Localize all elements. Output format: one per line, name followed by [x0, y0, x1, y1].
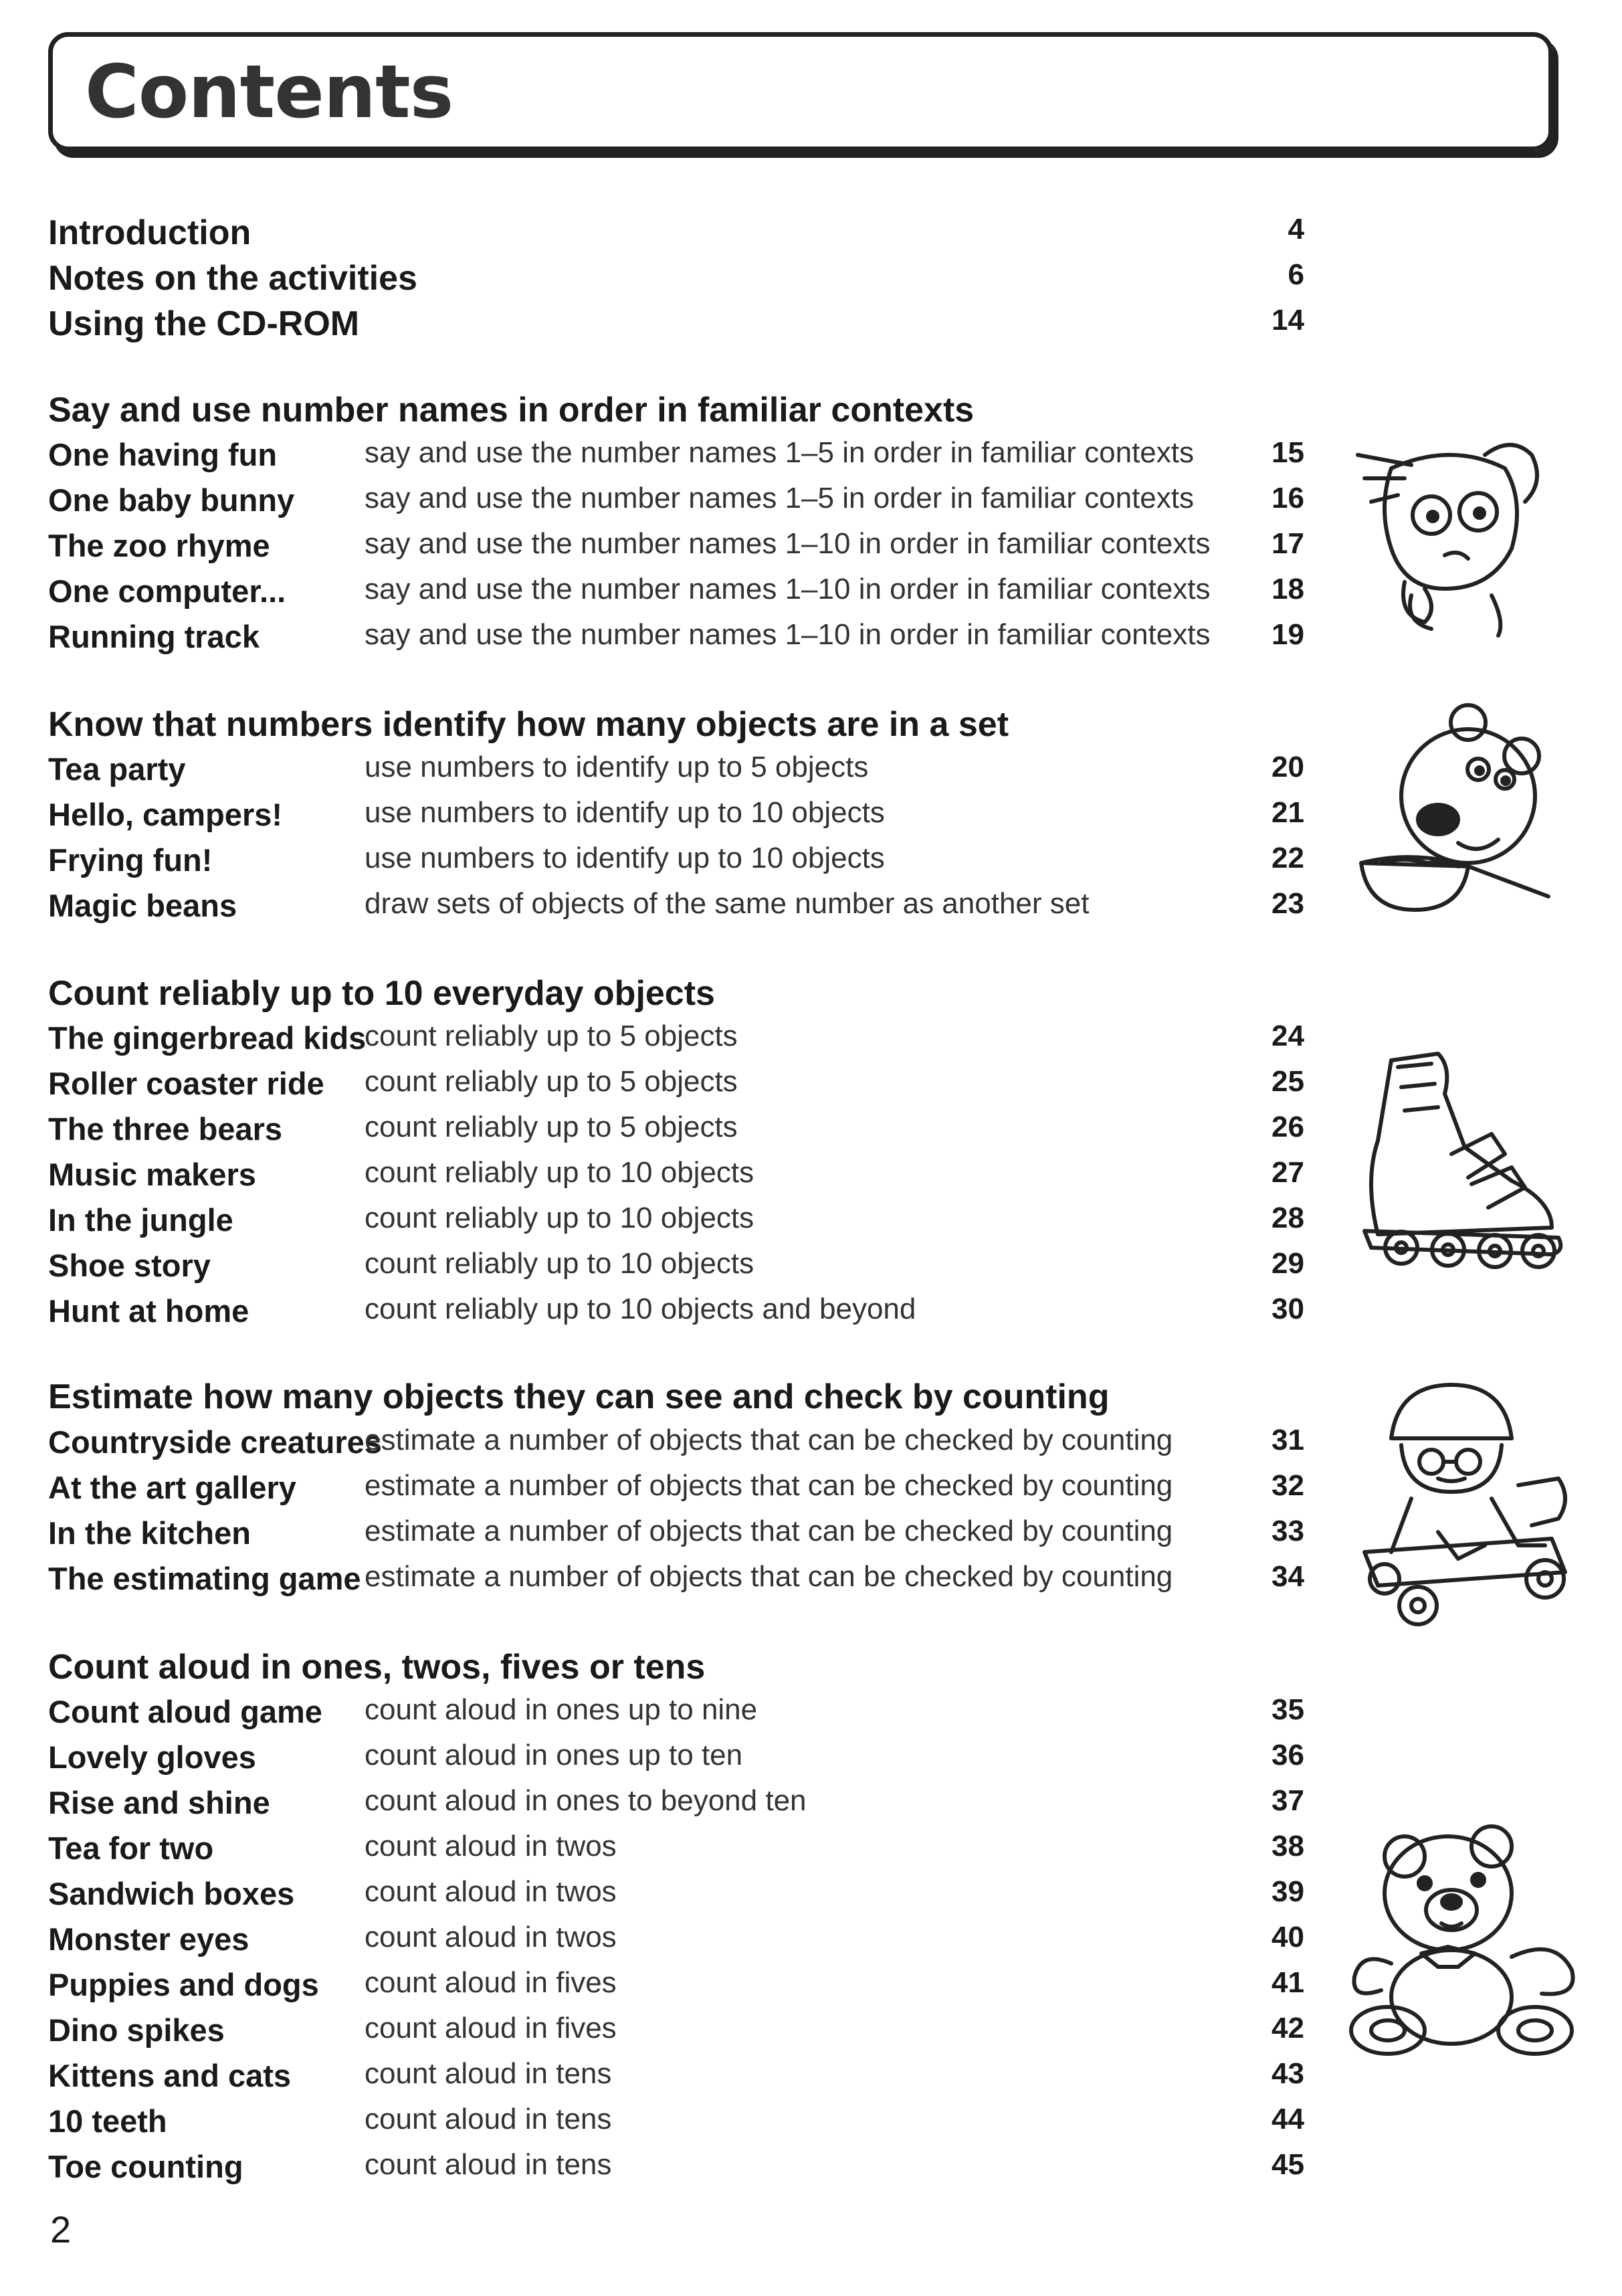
toc-entry-title: Tea party: [48, 751, 186, 787]
toc-entry-title: Toe counting: [48, 2149, 243, 2184]
toc-entry-title: The three bears: [48, 1111, 283, 1147]
toc-row[interactable]: [0, 1739, 1338, 1784]
toc-page-number: 29: [1272, 1247, 1304, 1280]
toc-objective: say and use the number names 1–10 in order in familiar contexts: [365, 618, 1211, 651]
toc-entry-title: Hunt at home: [48, 1293, 249, 1329]
toc-page-number: 22: [1272, 842, 1304, 874]
title-box: [48, 32, 1553, 151]
toc-entry-title: Kittens and cats: [48, 2058, 292, 2093]
toc-objective: estimate a number of objects that can be checked by counting: [365, 1560, 1173, 1593]
toc-entry-title: Shoe story: [48, 1248, 211, 1283]
toc-objective: use numbers to identify up to 10 objects: [365, 796, 885, 829]
toc-objective: use numbers to identify up to 10 objects: [365, 842, 885, 874]
toc-page-number: 21: [1272, 796, 1304, 829]
toc-row[interactable]: [0, 1921, 1338, 1966]
toc-page-number: 44: [1272, 2103, 1304, 2135]
toc-entry-title: Roller coaster ride: [48, 1066, 324, 1101]
toc-entry-title: One baby bunny: [48, 482, 295, 518]
toc-entry-title: Dino spikes: [48, 2012, 225, 2048]
toc-entry-title: Hello, campers!: [48, 797, 283, 832]
toc-objective: count reliably up to 10 objects and beyond: [365, 1293, 916, 1325]
toc-row[interactable]: [0, 1469, 1338, 1515]
toc-row[interactable]: [0, 1560, 1338, 1606]
toc-page-number: 42: [1272, 2012, 1304, 2044]
toc-entry-title: In the kitchen: [48, 1515, 251, 1551]
toc-page-number: 28: [1272, 1202, 1304, 1234]
toc-page-number: 45: [1272, 2148, 1304, 2181]
toc-objective: count aloud in twos: [365, 1875, 617, 1908]
toc-entry-title: Frying fun!: [48, 842, 213, 878]
toc-front-row[interactable]: [0, 304, 1338, 349]
toc-page-number: 32: [1272, 1469, 1304, 1502]
toc-row[interactable]: [0, 2148, 1338, 2194]
toc-objective: estimate a number of objects that can be checked by counting: [365, 1515, 1173, 1547]
toc-page-number: 25: [1272, 1065, 1304, 1098]
toc-entry-title: Lovely gloves: [48, 1739, 256, 1775]
toc-objective: count aloud in fives: [365, 1966, 617, 1999]
toc-objective: count reliably up to 10 objects: [365, 1247, 754, 1280]
toc-objective: count reliably up to 5 objects: [365, 1065, 738, 1098]
toc-objective: say and use the number names 1–5 in order in familiar contexts: [365, 436, 1194, 469]
toc-entry-title: Music makers: [48, 1157, 256, 1192]
toc-row[interactable]: [0, 1202, 1338, 1247]
toc-page-number: 16: [1272, 482, 1304, 514]
toc-page-number: 14: [1272, 304, 1304, 337]
toc-entry-title: In the jungle: [48, 1202, 233, 1238]
toc-objective: count aloud in twos: [365, 1830, 617, 1862]
toc-page-number: 30: [1272, 1293, 1304, 1325]
go-kart-child-icon: [1351, 1378, 1579, 1632]
toc-page-number: 20: [1272, 751, 1304, 783]
toc-entry-title: Rise and shine: [48, 1785, 270, 1820]
toc-objective: count reliably up to 5 objects: [365, 1020, 738, 1052]
toc-entry-title: The zoo rhyme: [48, 528, 270, 563]
toc-page-number: 35: [1272, 1693, 1304, 1726]
toc-entry-title: Sandwich boxes: [48, 1876, 295, 1911]
toc-objective: estimate a number of objects that can be checked by counting: [365, 1424, 1173, 1456]
bear-with-bowl-icon: [1341, 696, 1555, 923]
toc-page-number: 43: [1272, 2057, 1304, 2090]
toc-row[interactable]: [0, 436, 1338, 482]
toc-row[interactable]: [0, 1830, 1338, 1875]
toc-row[interactable]: [0, 573, 1338, 618]
toc-page-number: 4: [1288, 213, 1304, 246]
toc-page-number: 19: [1272, 618, 1304, 651]
section-heading: Count reliably up to 10 everyday objects: [48, 974, 715, 1013]
toc-row[interactable]: [0, 1065, 1338, 1111]
toc-row[interactable]: [0, 751, 1338, 796]
toc-row[interactable]: [0, 1293, 1338, 1338]
toc-entry-title: Running track: [48, 619, 260, 654]
toc-page-number: 15: [1272, 436, 1304, 469]
toc-row[interactable]: [0, 1111, 1338, 1156]
toc-objective: count reliably up to 10 objects: [365, 1202, 754, 1234]
toc-row[interactable]: [0, 1424, 1338, 1469]
toc-page-number: 6: [1288, 258, 1304, 291]
toc-page-number: 24: [1272, 1020, 1304, 1052]
toc-page-number: 39: [1272, 1875, 1304, 1908]
toc-entry-title: Magic beans: [48, 888, 237, 923]
toc-page-number: 26: [1272, 1111, 1304, 1143]
toc-row[interactable]: [0, 1966, 1338, 2012]
toc-row[interactable]: [0, 1784, 1338, 1830]
toc-objective: say and use the number names 1–10 in order in familiar contexts: [365, 527, 1211, 560]
toc-row[interactable]: [0, 1156, 1338, 1202]
toc-page-number: 27: [1272, 1156, 1304, 1189]
toc-row[interactable]: [0, 887, 1338, 933]
toc-page-number: 36: [1272, 1739, 1304, 1772]
toc-row[interactable]: [0, 482, 1338, 527]
toc-entry-title: Puppies and dogs: [48, 1967, 319, 2002]
toc-row[interactable]: [0, 2103, 1338, 2148]
toc-page-number: 23: [1272, 887, 1304, 920]
toc-objective: say and use the number names 1–5 in order in familiar contexts: [365, 482, 1194, 514]
toc-row[interactable]: [0, 1247, 1338, 1293]
toc-objective: count aloud in tens: [365, 2057, 612, 2090]
toc-page-number: 37: [1272, 1784, 1304, 1817]
toc-entry-title: One computer...: [48, 573, 286, 609]
section-heading: Say and use number names in order in familiar contexts: [48, 391, 975, 429]
toc-row[interactable]: [0, 527, 1338, 573]
toc-front-row[interactable]: [0, 258, 1338, 304]
toc-page-number: 40: [1272, 1921, 1304, 1953]
toc-row[interactable]: [0, 2057, 1338, 2103]
toc-row[interactable]: [0, 618, 1338, 664]
toc-page-number: 31: [1272, 1424, 1304, 1456]
page-folio: 2: [50, 2208, 72, 2251]
toc-objective: use numbers to identify up to 5 objects: [365, 751, 869, 783]
toc-objective: count aloud in ones to beyond ten: [365, 1784, 807, 1817]
toc-entry-title: Tea for two: [48, 1830, 214, 1866]
toc-objective: count reliably up to 5 objects: [365, 1111, 738, 1143]
toc-objective: estimate a number of objects that can be checked by counting: [365, 1469, 1173, 1502]
toc-entry-title: Monster eyes: [48, 1921, 249, 1957]
toc-row[interactable]: [0, 1515, 1338, 1560]
toc-objective: say and use the number names 1–10 in order in familiar contexts: [365, 573, 1211, 605]
section-heading: Know that numbers identify how many objects are in a set: [48, 705, 1009, 744]
toc-entry-title: Using the CD-ROM: [48, 304, 360, 343]
page-title: Contents: [85, 49, 453, 134]
toc-entry-title: At the art gallery: [48, 1470, 296, 1505]
toc-objective: count reliably up to 10 objects: [365, 1156, 754, 1189]
toc-page-number: 34: [1272, 1560, 1304, 1593]
toc-entry-title: The gingerbread kids: [48, 1020, 367, 1056]
toc-entry-title: Notes on the activities: [48, 259, 417, 298]
toc-objective: count aloud in ones up to nine: [365, 1693, 758, 1726]
toc-objective: count aloud in fives: [365, 2012, 617, 2044]
thinking-boy-icon: [1351, 428, 1552, 642]
toc-row[interactable]: [0, 796, 1338, 842]
toc-row[interactable]: [0, 2012, 1338, 2057]
toc-page-number: 41: [1272, 1966, 1304, 1999]
toc-page-number: 33: [1272, 1515, 1304, 1547]
toc-row[interactable]: [0, 842, 1338, 887]
section-heading: Estimate how many objects they can see and check by counting: [48, 1377, 1110, 1416]
toc-objective: count aloud in twos: [365, 1921, 617, 1953]
toc-front-row[interactable]: [0, 213, 1338, 258]
roller-skate-icon: [1351, 1047, 1572, 1274]
toc-entry-title: Countryside creatures: [48, 1424, 382, 1460]
toc-objective: count aloud in ones up to ten: [365, 1739, 743, 1772]
toc-row[interactable]: [0, 1875, 1338, 1921]
toc-objective: count aloud in tens: [365, 2103, 612, 2135]
section-heading: Count aloud in ones, twos, fives or tens: [48, 1648, 706, 1687]
toc-objective: draw sets of objects of the same number as another set: [365, 887, 1090, 920]
toc-row[interactable]: [0, 1693, 1338, 1739]
toc-objective: count aloud in tens: [365, 2148, 612, 2181]
teddy-bear-icon: [1341, 1816, 1589, 2057]
toc-entry-title: One having fun: [48, 437, 278, 472]
toc-page-number: 38: [1272, 1830, 1304, 1862]
toc-entry-title: The estimating game: [48, 1561, 361, 1596]
toc-entry-title: 10 teeth: [48, 2103, 167, 2139]
toc-entry-title: Introduction: [48, 213, 251, 252]
toc-page-number: 18: [1272, 573, 1304, 605]
toc-entry-title: Count aloud game: [48, 1694, 322, 1729]
toc-row[interactable]: [0, 1020, 1338, 1065]
toc-page-number: 17: [1272, 527, 1304, 560]
